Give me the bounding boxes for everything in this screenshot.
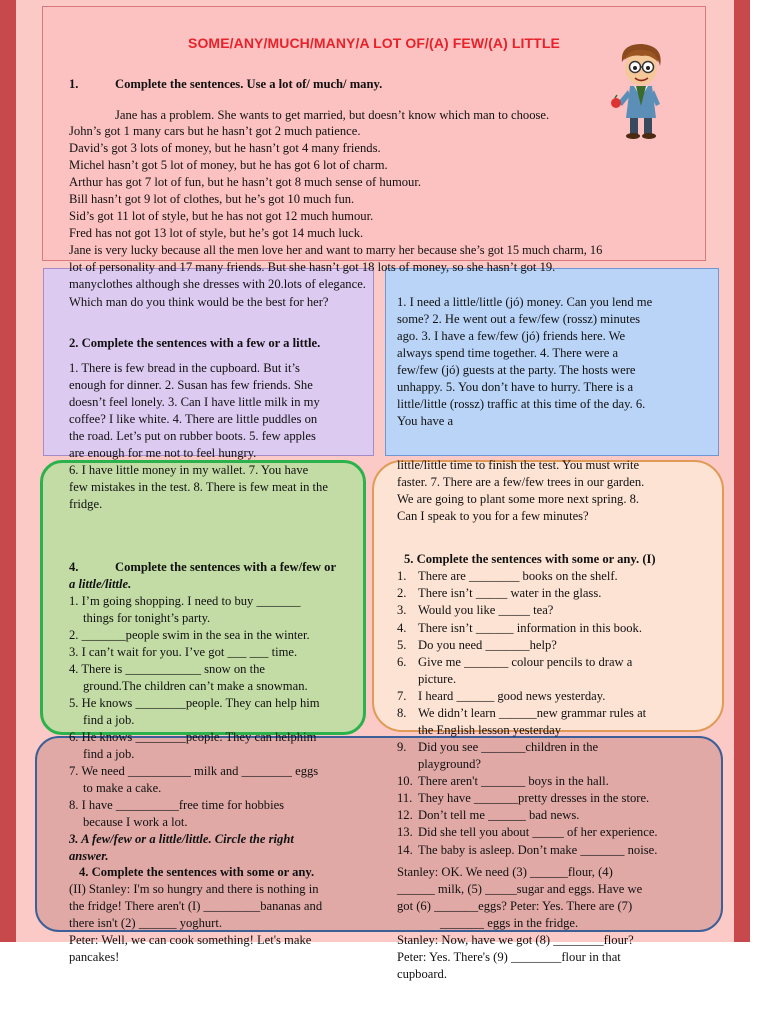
exercise-2-line: the road. Let’s put on rubber boots. 5. few apples (69, 429, 316, 443)
exercise-1-line: Michel hasn’t got 5 lot of money, but he has got 6 lot of charm. (69, 158, 388, 172)
exercise-5-item-cont: picture. (418, 672, 457, 686)
dialogue-line: Stanley: Now, have we got (8) ________flour? (397, 933, 634, 947)
exercise-3-line: Can I speak to you for a few minutes? (397, 509, 589, 523)
exercise-1-line: Jane has a problem. She wants to get married, but doesn’t know which man to choose. (115, 108, 550, 122)
exercise-5-item: Don’t tell me ______ bad news. (418, 808, 580, 822)
exercise-5-item: The baby is asleep. Don’t make _______ noise. (418, 843, 658, 857)
exercise-4-item: 4. There is ____________ snow on the (69, 662, 266, 676)
exercise-5-item-number: 7. (397, 689, 407, 703)
exercise-3-line: few/few (jó) guests at the party. The hosts were (397, 363, 636, 377)
dialogue-line: ______ milk, (5) _____sugar and eggs. Have we (397, 882, 643, 896)
dialogue-line: Peter: Yes. There's (9) ________flour in that (397, 950, 621, 964)
exercise-3-line: faster. 7. There are a few/few trees in our garden. (397, 475, 645, 489)
exercise-2-line: 1. There is few bread in the cupboard. But it’s (69, 361, 300, 375)
exercise-1-line: David’s got 3 lots of money, but he hasn’t got 4 many friends. (69, 141, 381, 155)
exercise-1-line: Arthur has got 7 lot of fun, but he hasn’t got 8 much sense of humour. (69, 175, 421, 189)
exercise-1-line: John’s got 1 many cars but he hasn’t got 2 much patience. (69, 124, 361, 138)
exercise-5-item-number: 11. (397, 791, 413, 805)
exercise-4-item: 3. I can’t wait for you. I’ve got ___ ___ time. (69, 645, 298, 659)
exercise-2-line: coffee? I like white. 4. There are little puddles on (69, 412, 318, 426)
exercise-5-item-number: 1. (397, 569, 407, 583)
exercise-4-item: 6. He knows ________people. They can helphim (69, 730, 317, 744)
exercise-5-item-number: 13. (397, 825, 413, 839)
exercise-1-line: lot of personality and 17 many friends. But she hasn’t got 18 lots of money, so she hasn’t got 19. (69, 260, 556, 274)
exercise-5-item-number: 12. (397, 808, 413, 822)
exercise-2-line: enough for dinner. 2. Susan has few friends. She (69, 378, 313, 392)
exercise-3-line: unhappy. 5. You don’t have to hurry. There is a (397, 380, 634, 394)
exercise-5-item-cont: playground? (418, 757, 481, 771)
exercise-1-line: Fred has not got 13 lot of style, but he’s got 14 much luck. (69, 226, 364, 240)
exercise-5-item: There are ________ books on the shelf. (418, 569, 618, 583)
exercise-3-line: some? 2. He went out a few/few (rossz) minutes (397, 312, 641, 326)
exercise-5-item: Did she tell you about _____ of her experience. (418, 825, 658, 839)
exercise-4-item: 8. I have __________free time for hobbies (69, 798, 285, 812)
exercise-5-item: Do you need _______help? (418, 638, 557, 652)
worksheet-title: SOME/ANY/MUCH/MANY/A LOT OF/(A) FEW/(A) LITTLE (188, 35, 560, 51)
exercise-5-item-number: 9. (397, 740, 407, 754)
exercise-5-item: We didn’t learn ______new grammar rules at (418, 706, 647, 720)
exercise-4-item-cont: to make a cake. (83, 781, 162, 795)
exercise-4-item-cont: because I work a lot. (83, 815, 188, 829)
exercise-5-item: There isn’t _____ water in the glass. (418, 586, 602, 600)
exercise-3-line: little/little (rossz) traffic at this time of the day. 6. (397, 397, 646, 411)
exercise-5-item-number: 4. (397, 621, 407, 635)
exercise-3-line: 1. I need a little/little (jó) money. Can you lend me (397, 295, 653, 309)
exercise-5-item: There aren't _______ boys in the hall. (418, 774, 609, 788)
exercise-3-line: We are going to plant some more next spring. 8. (397, 492, 640, 506)
dialogue-line: the fridge! There aren't (I) _________bananas and (69, 899, 323, 913)
exercise-5-item-number: 6. (397, 655, 407, 669)
exercise-5-item: Did you see _______children in the (418, 740, 599, 754)
exercise-4-item: 1. I’m going shopping. I need to buy _______ (69, 594, 301, 608)
exercise-3-line: little/little time to finish the test. You must write (397, 458, 640, 472)
dialogue-line: got (6) _______eggs? Peter: Yes. There are (7) (397, 899, 633, 913)
exercise-5-item: I heard ______ good news yesterday. (418, 689, 606, 703)
exercise-4-heading: a little/little. (69, 577, 132, 591)
exercise-4-item: 7. We need __________ milk and ________ eggs (69, 764, 319, 778)
exercise-4-heading: Complete the sentences with a few/few or (115, 560, 337, 574)
circle-exercise-heading: answer. (69, 849, 109, 863)
dialogue-line: _______ eggs in the fridge. (440, 916, 579, 930)
exercise-2-line: are enough for me not to feel hungry. (69, 446, 257, 460)
exercise-1-line: Jane is very lucky because all the men love her and want to marry her because she’s got 15 much charm, 16 (69, 243, 603, 257)
exercise-5-item-number: 5. (397, 638, 407, 652)
exercise-1-line: Bill hasn’t got 9 lot of clothes, but he’s got 10 much fun. (69, 192, 355, 206)
exercise-5-item-number: 10. (397, 774, 413, 788)
exercise-4-item-cont: find a job. (83, 713, 135, 727)
exercise-5-item-number: 14. (397, 843, 413, 857)
exercise-5-item-cont: the English lesson yesterday (418, 723, 562, 737)
exercise-1-heading: Complete the sentences. Use a lot of/ much/ many. (115, 77, 383, 91)
circle-exercise-heading: 3. A few/few or a little/little. Circle the right (69, 832, 294, 846)
exercise-2-line: 6. I have little money in my wallet. 7. You have (69, 463, 309, 477)
exercise-4-item-cont: things for tonight’s party. (83, 611, 211, 625)
exercise-2-line: fridge. (69, 497, 103, 511)
exercise-1-line: manyclothes although she dresses with 20.lots of elegance. (69, 277, 366, 291)
exercise-5-item-number: 2. (397, 586, 407, 600)
exercise-3-line: always spend time together. 4. There were a (397, 346, 619, 360)
dialogue-line: Peter: Well, we can cook something! Let's make (69, 933, 312, 947)
exercise-6-heading: 4. Complete the sentences with some or any. (79, 865, 315, 879)
exercise-4-item: 2. _______people swim in the sea in the winter. (69, 628, 310, 642)
exercise-5-heading: 5. Complete the sentences with some or any. (I) (404, 552, 656, 566)
dialogue-line: pancakes! (69, 950, 120, 964)
exercise-4-item-cont: find a job. (83, 747, 135, 761)
exercise-4-item-cont: ground.The children can’t make a snowman. (83, 679, 308, 693)
exercise-3-line: You have a (397, 414, 454, 428)
cartoon-boy-illustration (608, 40, 676, 140)
exercise-2-line: few mistakes in the test. 8. There is few meat in the (69, 480, 328, 494)
dialogue-line: (II) Stanley: I'm so hungry and there is nothing in (69, 882, 319, 896)
dialogue-line: there isn't (2) ______ yoghurt. (69, 916, 223, 930)
exercise-5-item: They have _______pretty dresses in the store. (418, 791, 650, 805)
dialogue-line: Stanley: OK. We need (3) ______flour, (4) (397, 865, 613, 879)
exercise-5-item-number: 3. (397, 603, 407, 617)
exercise-2-heading: 2. Complete the sentences with a few or a little. (69, 336, 321, 350)
dialogue-line: cupboard. (397, 967, 448, 981)
exercise-2-line: doesn’t feel lonely. 3. Can I have little milk in my (69, 395, 320, 409)
exercise-5-item: Would you like _____ tea? (418, 603, 554, 617)
exercise-5-item: Give me _______ colour pencils to draw a (418, 655, 633, 669)
exercise-1-line: Which man do you think would be the best for her? (69, 295, 329, 309)
exercise-5-item-number: 8. (397, 706, 407, 720)
exercise-4-number: 4. (69, 560, 79, 574)
exercise-5-item: There isn’t ______ information in this book. (418, 621, 642, 635)
exercise-4-item: 5. He knows ________people. They can help him (69, 696, 320, 710)
exercise-1-line: Sid’s got 11 lot of style, but he has not got 12 much humour. (69, 209, 374, 223)
exercise-3-line: ago. 3. I have a few/few (jó) friends here. We (397, 329, 626, 343)
exercise-1-number: 1. (69, 77, 79, 91)
